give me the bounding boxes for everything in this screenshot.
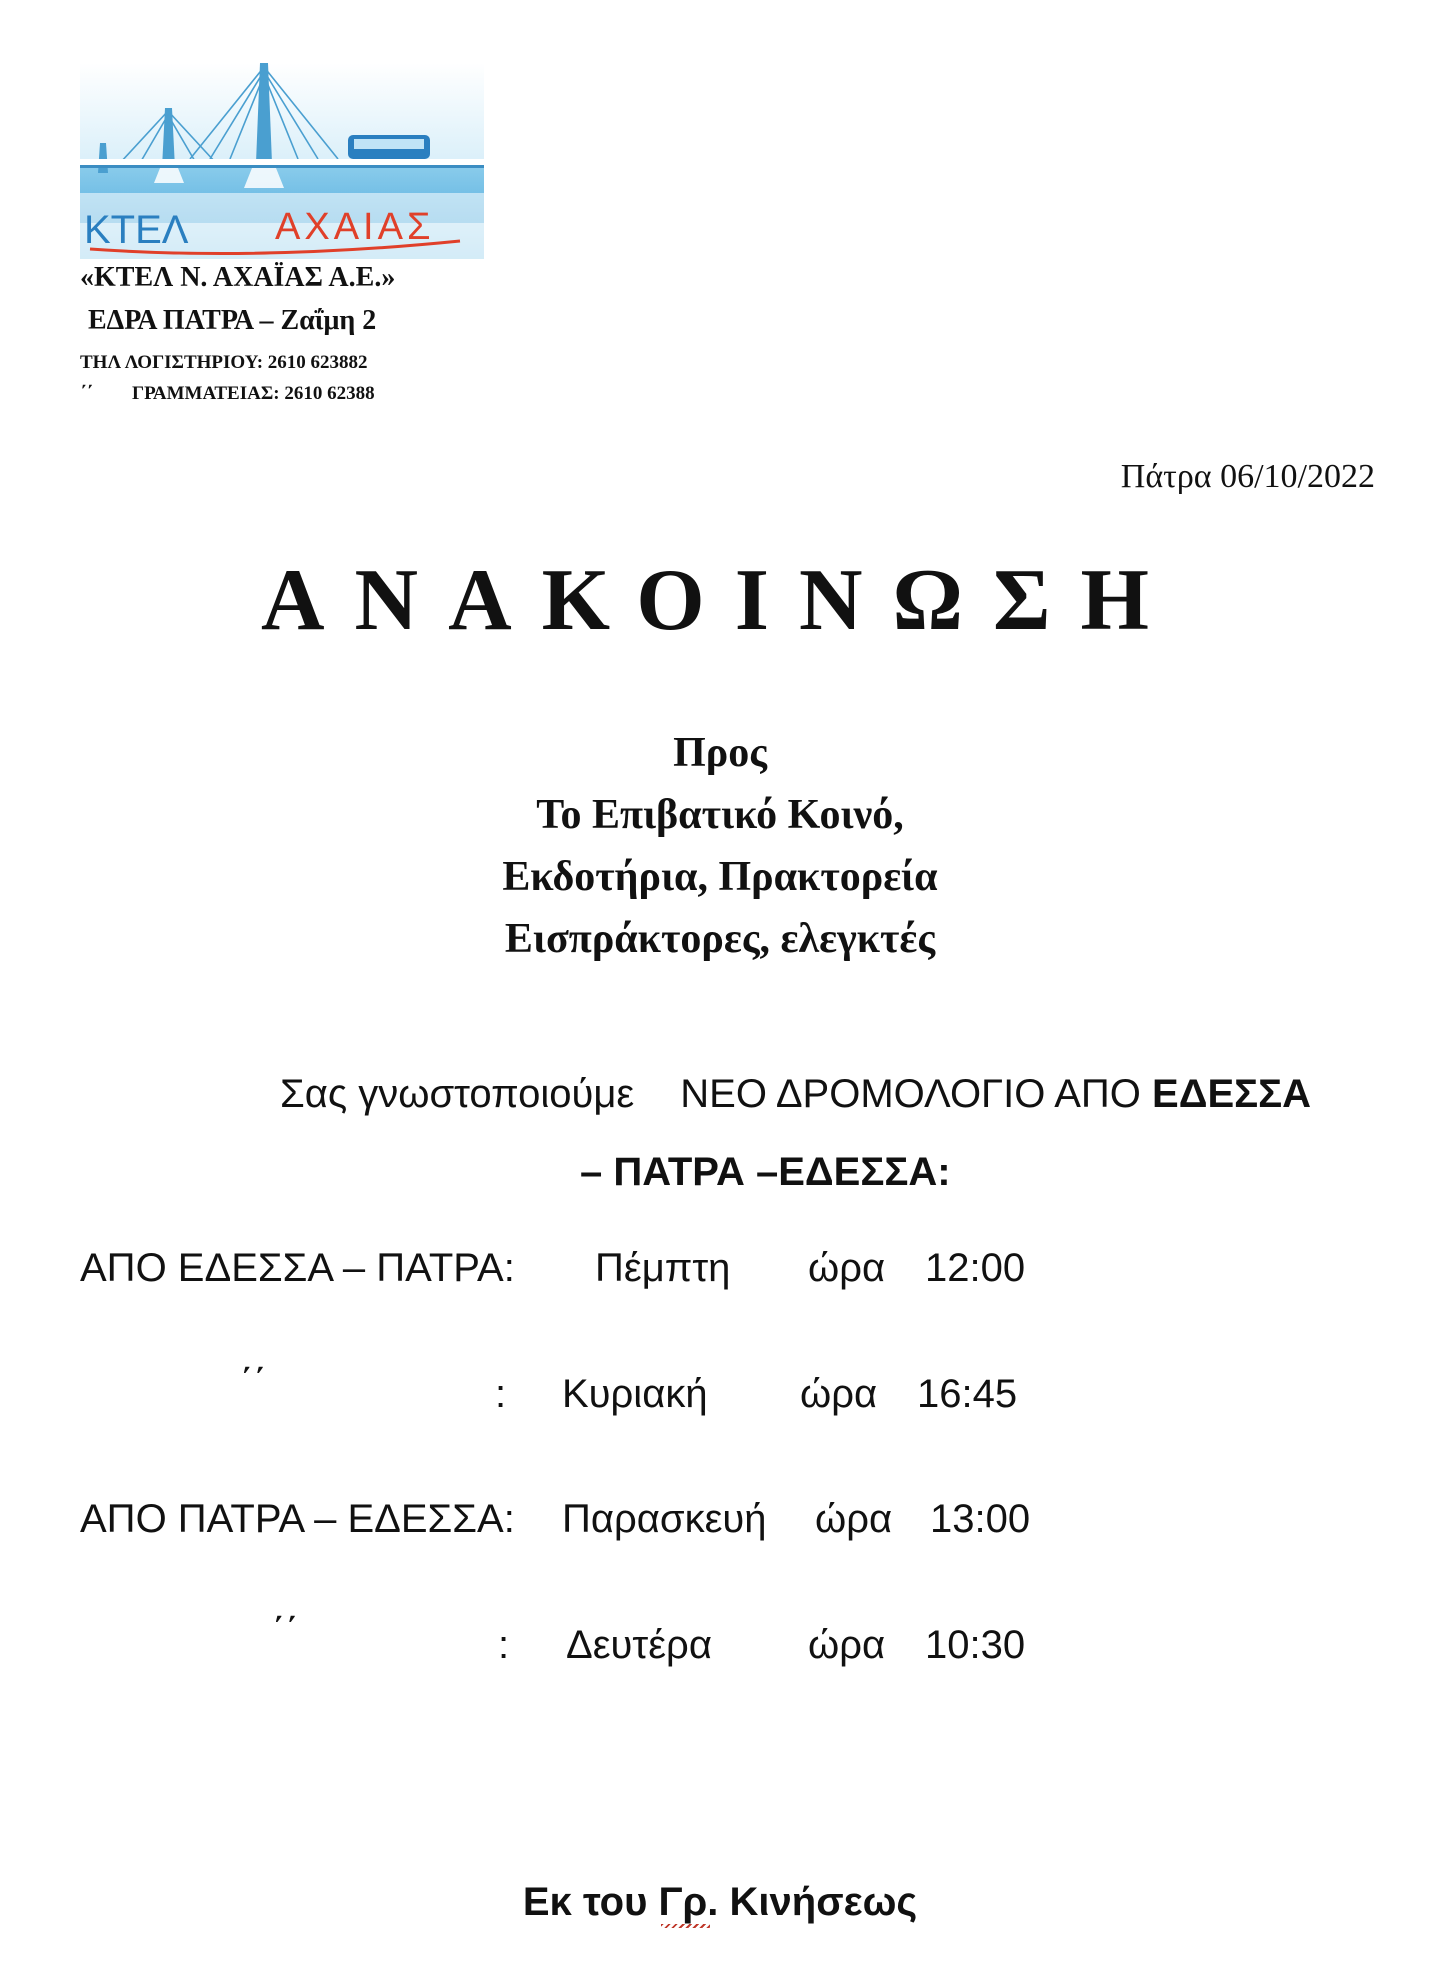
schedule-row <box>0 1246 1440 1306</box>
schedule-route: ΑΠΟ ΕΔΕΣΣΑ – ΠΑΤΡΑ: <box>80 1246 515 1290</box>
recipients-block <box>0 722 1440 970</box>
schedule-day: Παρασκευή <box>562 1497 767 1541</box>
schedule-time: 12:00 <box>925 1246 1026 1290</box>
announcement-title: ΑΝΑΚΟΙΝΩΣΗ <box>260 552 1180 649</box>
logo-text-ktel: ΚΤΕΛ <box>84 208 189 252</box>
schedule-route: ΄΄ <box>272 1611 299 1655</box>
document-date: Πάτρα 06/10/2022 <box>1120 458 1375 495</box>
signature-before: Εκ του <box>522 1880 659 1924</box>
signature-after: Κινήσεως <box>718 1880 918 1924</box>
schedule-row <box>0 1611 1440 1683</box>
recipients-line-4: Εισπράκτορες, ελεγκτές <box>504 916 936 962</box>
schedule-colon: : <box>495 1372 507 1416</box>
phone-secretariat-line <box>80 383 375 405</box>
schedule-time-label: ώρα <box>808 1246 886 1290</box>
phone-secretariat: ΓΡΑΜΜΑΤΕΙΑΣ: 2610 62388 <box>132 383 375 404</box>
schedule-time: 10:30 <box>925 1623 1026 1667</box>
recipients-line-2: Το Επιβατικό Κοινό, <box>536 792 904 838</box>
intro-route-bold: ΕΔΕΣΣΑ <box>1152 1072 1312 1116</box>
signature-abbr: Γρ. <box>658 1880 719 1924</box>
company-logo <box>80 63 484 259</box>
recipients-line-1: Προς <box>673 730 767 776</box>
schedule-time: 13:00 <box>930 1497 1031 1541</box>
schedule-time-label: ώρα <box>800 1372 878 1416</box>
schedule-colon: : <box>498 1623 510 1667</box>
schedule-time: 16:45 <box>917 1372 1018 1416</box>
company-seat-address: ΕΔΡΑ ΠΑΤΡΑ – Ζαΐμη 2 <box>88 305 377 336</box>
schedule-route: ΄΄ <box>240 1362 267 1406</box>
intro-line-2: – ΠΑΤΡΑ –ΕΔΕΣΣΑ: <box>580 1150 951 1194</box>
schedule-row <box>0 1362 1440 1432</box>
schedule-day: Κυριακή <box>562 1372 708 1416</box>
schedule-day: Δευτέρα <box>566 1623 712 1667</box>
intro-line-1 <box>280 1072 1311 1117</box>
schedule-row <box>0 1497 1440 1557</box>
intro-lead: Σας γνωστοποιούμε <box>280 1072 635 1116</box>
schedule-time-label: ώρα <box>815 1497 893 1541</box>
ditto-mark: ΄΄ <box>80 383 93 404</box>
signature-line <box>0 1880 1440 1925</box>
logo-text-axaias: ΑΧΑΙΑΣ <box>275 206 435 248</box>
company-name: «ΚΤΕΛ Ν. ΑΧΑΪΑΣ Α.Ε.» <box>80 262 396 293</box>
schedule-time-label: ώρα <box>808 1623 886 1667</box>
schedule-day: Πέμπτη <box>595 1246 731 1290</box>
intro-route-prefix: ΝΕΟ ΔΡΟΜΟΛΟΓΙΟ ΑΠΟ <box>680 1072 1153 1116</box>
logo-bridge-graphic <box>80 63 484 259</box>
phone-accounting: ΤΗΛ ΛΟΓΙΣΤΗΡΙΟΥ: 2610 623882 <box>80 352 368 373</box>
schedule-route: ΑΠΟ ΠΑΤΡΑ – ΕΔΕΣΣΑ: <box>80 1497 515 1541</box>
recipients-line-3: Εκδοτήρια, Πρακτορεία <box>502 854 938 900</box>
